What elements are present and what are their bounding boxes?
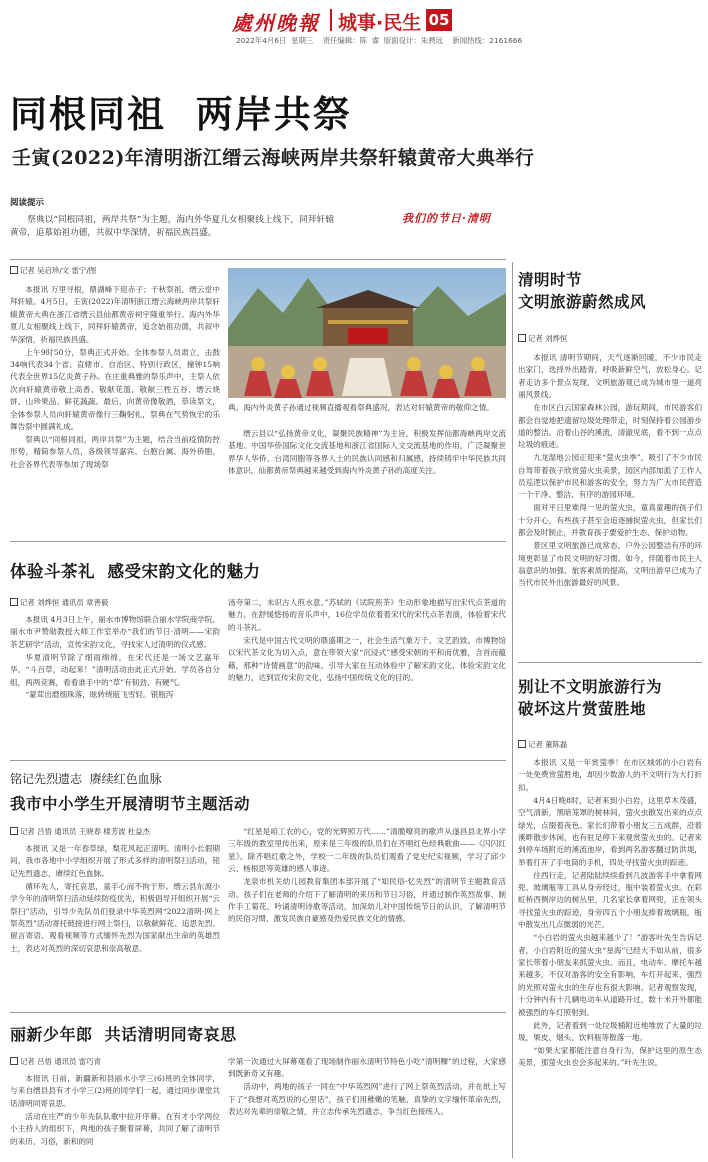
lead-paragraph: 缙云县以“弘扬黄帝文化，凝聚民族精神”为主旨，积极发挥仙都海峡两岸交流基地、中国华侨国际文化交流基地和浙江省国际人文交流基地的作用，广泛凝聚世界华人华侨、台湾同胞等各界人士的民族认同感和归属感，持续铸牢中华民族共同体意识，仙都黄帝祭典越来越受到海内外炎黄子孙的高度关注。: [228, 429, 506, 476]
masthead: [0, 0, 708, 46]
tourism-headline-line: 文明旅游蔚然成风: [518, 293, 647, 311]
firefly-paragraph: 此外，记者看到一处垃圾桶附近地堆放了大量的垃圾，果皮、烟头、饮料瓶等散落一地。: [518, 1020, 702, 1042]
reading-guide-label: 阅读提示: [10, 198, 45, 208]
ceremony-photo-graphic: [228, 268, 506, 398]
firefly-paragraph: 4月4日晚8时，记者来到小白岩，这里草木茂盛，空气清新，黑暗笼罩的树林间，萤火虫散发出来的点点绿光，点缀着夜色。家长们带着小朋友三五成群，沿着溪畔散步休闲，也有驻足停下来观赏萤火虫的。记者来到停车场附近的溪流池岸，看到两名游客翻过防洪堤，举着打开了手电筒的手机，四处寻找萤火虫的踪迹。: [518, 795, 702, 867]
right-column-rule: [518, 662, 702, 663]
lead-body-right: [228, 428, 506, 478]
school-paragraph: “红星是咱工农的心，党的光辉照万代……”清脆嘹亮的歌声从遂昌县北界小学三年级的教室里传出来，原来是三年级的队员们在齐唱红色经典歌曲——《闪闪红星》。除齐唱红歌之外，学校一二年级的队员们观看了党史纪实视频，学习了邱少云、杨根思等英雄的感人事迹。: [228, 827, 506, 874]
tourism-paragraph: 面对平日里难得一见的萤火虫，童真童趣的孩子们十分开心，有些孩子甚至会追逐捕捉萤火虫，但家长们都会及时制止，并教育孩子要爱护生态、保护动物。: [518, 503, 702, 538]
youth-byline: [10, 1056, 101, 1068]
reading-guide-text: 祭典以“同根同祖，两岸共祭”为主题，海内外华夏儿女相聚线上线下，同拜轩辕黄帝，追慕始祖功德，共叙中华深情，祈福民族昌盛。: [10, 215, 334, 238]
school-headline: 我市中小学生开展清明节主题活动: [10, 795, 251, 813]
tea-byline-text: 记者 刘烨恒 通讯员 章善毅: [20, 598, 109, 607]
tourism-headline-line: 清明时节: [518, 271, 583, 289]
firefly-paragraph: “如果大家都能注意自身行为，保护这里的原生态美景，那萤火虫也会多起来的。”叶先生说。: [518, 1045, 702, 1068]
youth-paragraph: 本报讯 日前，新疆新和县丽水小学三(6)班的全体同学，与来自缙县县有才小学三(2)班的同学们一起，通过同步课堂共话清明同寄哀思。: [10, 1074, 220, 1108]
tourism-body: [518, 352, 702, 590]
tea-paragraph: 汤夸第二，未识古人煎水意。”苏轼的《试院煎茶》生动形象地描写出宋代点茶道的魅力。在舒缓悠扬的音乐声中，16位学员依着着宋代的宋代点茶表演，体验着宋代的斗茶礼。: [228, 598, 506, 632]
firefly-byline: [518, 739, 567, 751]
school-byline-text: 记者 吕悟 通讯员 王晓春 楼芳波 杜益杰: [20, 827, 150, 836]
tourism-headline: [518, 269, 646, 313]
lead-bottom-rule: [10, 541, 506, 542]
tea-paragraph: 华夏清明节除了细雨绵绵，在宋代还是一场文艺嘉年华，“斗百草，动起来！”清明活动由此正式开始。学员各自分组，两两竞赛，看看谁手中的“草”有韧劲、有硬气。: [10, 652, 220, 687]
tourism-paragraph: 本报讯 清明节期间，天气逐渐回暖，不少市民走出家门，选择外出踏青，呼吸新鲜空气，放松身心。记者走访多个景点发现，文明旅游观已成为城市里一道亮丽风景线。: [518, 353, 702, 400]
youth-paragraph: 活动在庄严的少年先队队歌中拉开序幕。在有才小学两位小主持人的组织下，两地的孩子聚着屏幕，共同了解了清明节的来历、习俗，新和的同: [10, 1111, 220, 1146]
youth-body-col2: [228, 1056, 506, 1119]
firefly-headline-line: 破坏这片赏萤胜地: [518, 700, 647, 718]
byline-box-icon: [518, 740, 526, 748]
firefly-paragraph: 本报讯 又是一年赏萤季！在市区城郊的小白岩有一处免费赏萤胜地，却因少数游人的不文明行为大打折扣。: [518, 758, 702, 792]
firefly-body: [518, 757, 702, 1070]
ceremony-photo-caption: 典。海内外炎黄子孙通过视频直播观看祭典盛况，表达对轩辕黄帝的敬仰之情。: [228, 403, 494, 412]
youth-byline-text: 记者 吕悟 通讯员 雷巧青: [20, 1057, 101, 1066]
school-kicker: 铭记先烈遗志 赓续红色血脉: [10, 772, 162, 786]
youth-paragraph: 活动中，两地的孩子一同在“中华英烈网”进行了网上祭英烈活动，并在纸上写下了“我想对英烈说的心里话”，孩子们用稚嫩的笔触、真挚的文字缅怀革命先烈，表达对先辈的崇敬之情，并立志传承先烈遗志，争当红色接班人。: [228, 1082, 506, 1117]
byline-box-icon: [10, 1057, 18, 1065]
byline-box-icon: [10, 827, 18, 835]
youth-paragraph: 学第一次通过大屏幕观看了现场制作丽水清明节特色小吃“清明粿”的过程，大家感到既新奇又有趣。: [228, 1057, 506, 1079]
tea-paragraph: 本报讯 4月3日上午，丽水市博物馆联合丽水学院商学院、丽水市尹赞勋教授大师工作室举办“我们的节日·清明——宋韵茶艺研学”活动，宣传宋韵文化，寻找宋人过清明的仪式感。: [10, 615, 220, 649]
tourism-byline: [518, 333, 567, 345]
tourism-paragraph: 在市区白云国家森林公园，游玩期间，市民游客们都会自觉地把遗留垃圾处理带走，时刻保持着公园游步道的整洁。沿着山谷的溪流，清澈见底，看不到一点点垃圾的痕迹。: [518, 403, 702, 450]
byline-box-icon: [518, 334, 526, 342]
youth-headline: 丽新少年郎 共话清明同寄哀思: [10, 1025, 237, 1044]
school-byline: [10, 826, 150, 838]
tourism-paragraph: 九龙湿地公园正迎来“萤火虫季”，吸引了不少市民自驾带着孩子欣赏萤火虫美景，园区内部加派了工作人员巡逻以保护市民和游客的安全，努力为广大市民营造一个干净、整洁、有序的游园环境。: [518, 453, 702, 500]
firefly-paragraph: 往西行走，记者陆陆续续看到几波游客手中拿着网兜、玻璃瓶等工具从身旁经过，瓶中装着萤火虫。在彩虹桥西侧岸边的树丛里，几名家长拿着网兜，正在领头寻找萤火虫的踪迹，身旁四五个小朋友捧着玻璃瓶，瓶中散发出几点微弱的光芒。: [518, 870, 702, 930]
page-number-badge: 05: [426, 9, 452, 31]
school-paragraph: 龙泉市机关幼儿园教育集团本部开展了“知民俗·忆先烈”的清明节主题教育活动。孩子们在老师的介绍下了解清明的来历和节日习俗，并通过制作英烈故事、制作手工菊花、吟诵清明诗歌等活动，加深幼儿对中国传统节日的认识，了解清明节的民俗习惯，激发民族自豪感及热爱民族文化的情感。: [228, 877, 506, 924]
school-bottom-rule: [10, 1012, 506, 1013]
youth-body-col1: [10, 1073, 220, 1148]
dateline: 2022年4月6日 星期三 责任编辑：陈 睿 版面设计：朱骋远 新闻热线：2161666: [236, 36, 523, 45]
firefly-headline: [518, 676, 662, 720]
lead-paragraph: 本报讯 万里寻根，鼎湖峰下迎赤子；千秋祭祖，缙云堂中拜轩辕。4月5日，壬寅(2022)年清明浙江缙云海峡两岸共祭轩辕黄帝大典在浙江省缙云县仙都黄帝祠宇隆重举行。海内外华夏儿女相聚线上线下，同拜轩辕黄帝，追念始祖功德，共叙中华深情，祈福民族昌盛。: [10, 285, 220, 344]
byline-box-icon: [10, 598, 18, 606]
festival-stamp: 我们的节日·清明: [402, 212, 491, 225]
lead-headline: 同根同祖 两岸共祭: [10, 92, 352, 136]
school-paragraph: 本报讯 又是一年春草绿，梨花风起正清明。清明小长假期间，我市各地中小学组织开展了形式多样的清明祭扫活动，铭记先烈遗志，赓续红色血脉。: [10, 844, 220, 878]
school-body-col2: [228, 826, 506, 926]
lead-subtitle: 壬寅(2022)年清明浙江缙云海峡两岸共祭轩辕黄帝大典举行: [12, 147, 535, 169]
lead-byline-text: 记者 吴启珍/文 雷宁/图: [20, 266, 97, 275]
tourism-paragraph: 景区里文明旅游已成常态，户外公园整洁有序的环境更彰显了市民文明的好习惯。如今，伴随着市民主人翁意识的加强、旅客素质的提高，文明出游早已成为了当代市民外出旅游最好的风景。: [518, 541, 702, 588]
paper-name-logo: 處州晚報: [232, 11, 320, 35]
lead-byline: [10, 265, 96, 277]
school-body-col1: [10, 843, 220, 956]
byline-box-icon: [10, 266, 18, 274]
right-column-divider: [512, 262, 513, 1158]
tea-paragraph: “蒙茸出磨细珠落，眩转绕瓯飞雪轻。银瓶泻: [25, 690, 174, 700]
lead-guide-rule: [10, 259, 506, 260]
tourism-byline-text: 记者 刘烨恒: [528, 334, 568, 343]
firefly-paragraph: “小白岩的萤火虫越来越少了！”游客叶先生告诉记者，小白岩附近的萤火虫“星海”已经大不如从前，很多家长带着小朋友来抓萤火虫。而且，电动车、摩托车越来越多，不仅对游客的安全有影响，车灯开起来，强烈的光照对萤火虫的生存也有很大影响。记者观察发现，十分钟内有十几辆电动车从道路开过，数十米开外都能被强烈的车灯照射到。: [518, 933, 702, 1017]
tea-body-col2: [228, 597, 506, 685]
ceremony-photo: [228, 268, 506, 398]
tea-paragraph: 宋代是中国古代文明的鼎盛期之一，社会生活气象万千、文艺韵致。市博物馆以宋代茶文化为切入点，意在带领大家“沉浸式”感受宋朝的平和而优雅，含首而蕴藉，那种“诗情画意”的韵味，引导大家在互动体验中了解宋韵文化，体验宋韵文化的魅力，达到宣传宋韵文化，弘扬中国传统文化的目的。: [228, 635, 506, 682]
school-paragraph: 循环先人，寄托哀思，童手心而不拘于形。缙云县东渡小学今年的清明祭扫活动延续防疫优先，积极倡导开组织开展“云祭扫”活动，引导少先队员们登录中华英烈网“2022清明·网上祭英烈”活动寄托链接进行网上祭扫，以敬献鲜花、追思先烈、留言寄语、观看视频等方式缅怀先烈为国家献出生命的英雄烈士，表达对英烈的深切哀思和崇高敬意。: [10, 881, 220, 953]
tea-bottom-rule: [10, 760, 506, 761]
section-name: 城事·民生: [338, 12, 422, 34]
masthead-divider: [330, 9, 332, 31]
lead-paragraph: 祭典以“同根同祖，两岸共祭”为主题，结合当前疫情防控形势，精简参祭人员，各级领导嘉宾、台胞台属、海外侨胞、社会各界代表等参加了现场祭: [10, 434, 220, 469]
firefly-byline-text: 记者 董陈磊: [528, 740, 568, 749]
lead-paragraph: 上午9时50分，祭典正式开始。全体参祭人员肃立，击鼓34响代表34个省、直辖市、自治区、特别行政区，撞钟15响代表全世界15亿炎黄子孙。在庄重典雅的祭乐声中，主祭人依次向轩辕黄帝敬上高香、敬献花篮，敬献三牲五谷、缙云烧饼、山珍果品、鲜花蔬蔬。最后，向黄帝像敬酒，恭读祭文，全体参祭人员向轩辕黄帝像行三鞠躬礼，祭典在气势恢宏的乐舞告祭中圆满礼成。: [10, 347, 220, 431]
tea-headline: 体验斗茶礼 感受宋韵文化的魅力: [10, 562, 261, 581]
tea-byline: [10, 597, 108, 609]
tea-body-col1: [10, 614, 220, 702]
firefly-headline-line: 别让不文明旅游行为: [518, 678, 663, 696]
lead-body-left: [10, 284, 220, 472]
